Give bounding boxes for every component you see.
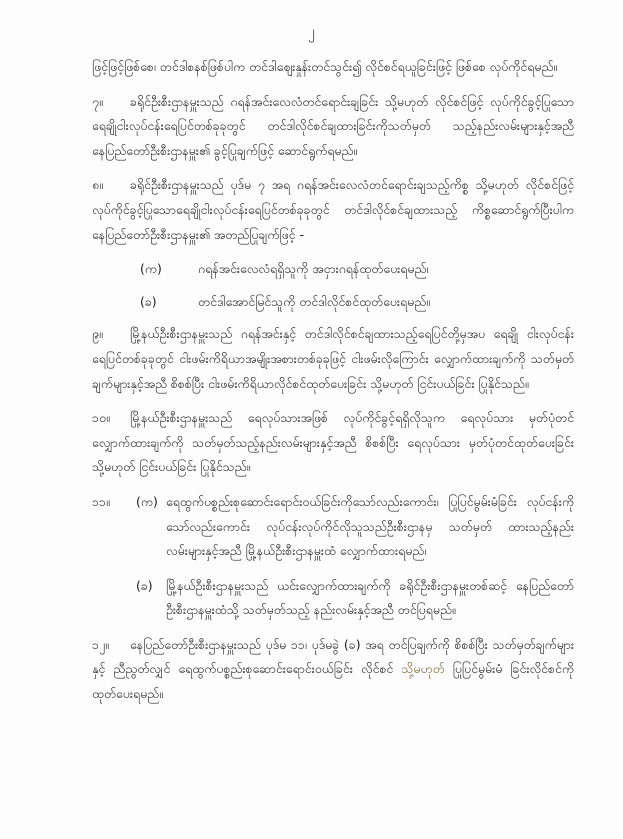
document-body xyxy=(92,55,574,717)
subparagraph-marker: (ခ) xyxy=(136,577,153,593)
paragraph-number: ၈။ xyxy=(92,177,103,193)
paragraph-text: နေပြည်တော်ဦးစီးဌာနမှူးသည် ပုဒ်မ ၁၁၊ ပုဒ်မခွဲ (ခ) အရ တင်ပြချက်ကို စိစစ်ပြီး သတ်မှတ်ချက်များနှင့် ညီညွတ်လျှင် ရေထွက်ပစ္စည်းစုဆောင်းရောင်းဝယ်ခြင်း လိုင်စင် xyxy=(92,636,574,677)
paragraph-number: ၉။ xyxy=(92,326,103,342)
paragraph-10 xyxy=(92,406,574,480)
paragraph-text: ခရိုင်ဦးစီးဌာနမှူးသည် ဂရန်အင်းလေလံတင်ရောင်းချခြင်း သို့မဟုတ် လိုင်စင်ဖြင့် လုပ်ကိုင်ခွင့်ပြုသော ရေချိုငါးလုပ်ငန်းရေပြင်တစ်ခုခုတွင် တင်ဒါလိုင်စင်ချထားခြင်းကိုသတ်မှတ် သည့်နည်းလမ်းများနှင့်အညီ နေပြည်တော်ဦးစီးဌာနမှူး၏ ခွင့်ပြုချက်ဖြင့် ဆောင်ရွက်ရမည်။ xyxy=(92,93,574,158)
paragraph-text: မြို့နယ်ဦးစီးဌာနမှူးသည် ဂရန်အင်းနှင့် တင်ဒါလိုင်စင်ချထားသည့်ရေပြင်တို့မှအပ ရေချို ငါးလုပ်ငန်းရေပြင်တစ်ခုခုတွင် ငါးဖမ်းကိရိယာအမျိုးအစားတစ်ခုခုဖြင့် ငါးဖမ်းလိုကြောင်း လျှောက်ထားချက်ကို သတ်မှတ်ချက်များနှင့်အညီ စိစစ်ပြီး ငါးဖမ်းကိရိယာလိုင်စင်ထုတ်ပေးခြင်း သို့မဟုတ် ငြင်းပယ်ခြင်း ပြုနိုင်သည်။ xyxy=(92,326,574,391)
paragraph-8 xyxy=(92,173,574,247)
paragraph-text: ခရိုင်ဦးစီးဌာနမှူးသည် ပုဒ်မ ၇ အရ ဂရန်အင်းလေလံတင်ရောင်းချသည့်ကိစ္စ သို့မဟုတ် လိုင်စင်ဖြင့် လုပ်ကိုင်ခွင့်ပြုသောရေချိုငါးလုပ်ငန်းရေပြင်တစ်ခုခုတွင် တင်ဒါလိုင်စင်ချထားသည့် ကိစ္စဆောင်ရွက်ပြီးပါက နေပြည်တော်ဦးစီးဌာနမှူး၏ အတည်ပြုချက်ဖြင့် - xyxy=(92,177,574,242)
subparagraph-text: ရေထွက်ပစ္စည်းစုဆောင်းရောင်းဝယ်ခြင်းကိုသော်လည်းကောင်း၊ ပြုပြင်မွမ်းမံခြင်း လုပ်ငန်းကိုသော်လည်းကောင်း လုပ်ငန်းလုပ်ကိုင်လိုသူသည်ဦးစီးဌာနမှ သတ်မှတ် ထားသည့်နည်းလမ်းများနှင့်အညီ မြို့နယ်ဦးစီးဌာနမှူးထံ လျှောက်ထားရမည်၊ xyxy=(166,493,574,559)
page-number: ၂ xyxy=(308,24,315,40)
paragraph-11a xyxy=(92,490,574,564)
paragraph-continuation xyxy=(92,55,574,80)
paragraph-number: ၇။ xyxy=(92,93,103,109)
subparagraph-text: ဂရန်အင်းလေလံရရှိသူကို အငှားဂရန်ထုတ်ပေးရမည်၊ xyxy=(198,261,429,277)
paragraph-7 xyxy=(92,90,574,164)
paragraph-11b xyxy=(92,574,574,623)
subparagraph-text: မြို့နယ်ဦးစီးဌာနမှူးသည် ယင်းလျှောက်ထားချက်ကို ခရိုင်ဦးစီးဌာနမှူးတစ်ဆင့် နေပြည်တော်ဦးစီးဌာနမှူးထံသို့ သတ်မှတ်သည့် နည်းလမ်းနှင့်အညီ တင်ပြရမည်။ xyxy=(166,577,574,618)
subparagraph-8b xyxy=(140,290,574,315)
subparagraph-marker: (ခ) xyxy=(140,293,157,309)
paragraph-text-highlight: သို့မဟုတ် xyxy=(401,661,445,677)
subparagraph-text: တင်ဒါအောင်မြင်သူကို တင်ဒါလိုင်စင်ထုတ်ပေးရမည်။ xyxy=(198,293,430,309)
paragraph-12 xyxy=(92,633,574,707)
subparagraph-marker: (က) xyxy=(140,261,162,277)
paragraph-number: ၁၂။ xyxy=(92,636,109,652)
paragraph-number: ၁၀။ xyxy=(92,410,110,426)
paragraph-text: ဖြင့်ဖြင့်ဖြစ်စေ၊ တင်ဒါစနစ်ဖြစ်ပါက တင်ဒါဈေးနှုန်းတင်သွင်း၍ လိုင်စင်ရယူခြင်းဖြင့် ဖြစ်စေ လုပ်ကိုင်ရမည်။ xyxy=(92,59,558,74)
subparagraph-8a xyxy=(140,257,574,282)
paragraph-text: မြို့နယ်ဦးစီးဌာနမှူးသည် ရေလုပ်သားအဖြစ် လုပ်ကိုင်ခွင့်ရရှိလိုသူက ရေလုပ်သား မှတ်ပုံတင်လျှောက်ထားချက်ကို သတ်မှတ်သည့်နည်းလမ်းများနှင့်အညီ စိစစ်ပြီး ရေလုပ်သား မှတ်ပုံတင်ထုတ်ပေးခြင်း သို့မဟုတ် ငြင်းပယ်ခြင်း ပြုနိုင်သည်။ xyxy=(92,410,574,475)
paragraph-9 xyxy=(92,322,574,396)
paragraph-number: ၁၁။ xyxy=(92,493,110,509)
subparagraph-marker: (က) xyxy=(136,493,158,509)
paragraph-text: ပြုပြင်မွမ်းမံ ခြင်းလိုင်စင်ကို ထုတ်ပေးရမည်။ xyxy=(92,661,574,702)
